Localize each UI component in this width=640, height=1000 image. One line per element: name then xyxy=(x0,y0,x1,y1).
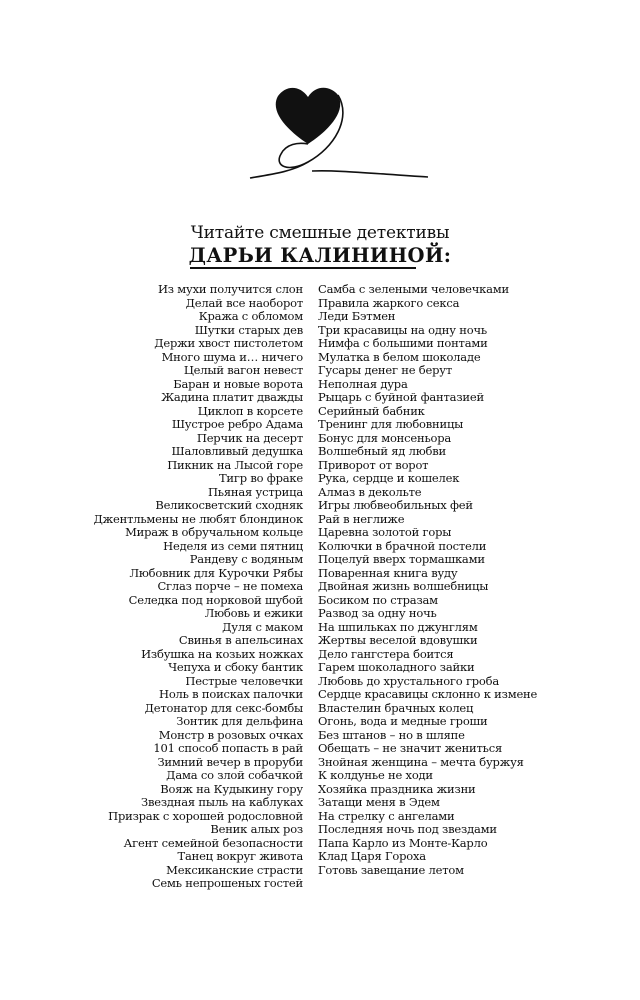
book-title: Из мухи получится слон xyxy=(157,282,303,296)
book-title: Босиком по стразам xyxy=(318,592,438,607)
book-title: Чепуха и сбоку бантик xyxy=(168,660,303,674)
book-title: Игры любвеобильных фей xyxy=(318,498,473,512)
book-title: Гарем шоколадного зайки xyxy=(318,660,475,674)
book-title: Баран и новые ворота xyxy=(173,376,303,391)
book-title: Много шума и… ничего xyxy=(161,349,303,364)
book-title: Властелин брачных колец xyxy=(318,700,474,715)
book-title: Неполная дура xyxy=(318,376,408,391)
book-title: Огонь, вода и медные гроши xyxy=(318,714,488,728)
book-title: На стрелку с ангелами xyxy=(318,808,455,823)
book-title: Алмаз в декольте xyxy=(318,484,422,499)
book-title: Мираж в обручальном кольце xyxy=(125,525,303,539)
book-title: Рыцарь с буйной фантазией xyxy=(318,390,484,404)
book-title: Рука, сердце и кошелек xyxy=(318,471,460,485)
book-title: Любовь и ежики xyxy=(204,606,303,620)
book-title: Дуля с маком xyxy=(222,619,303,634)
book-title: Семь непрошеных гостей xyxy=(151,876,303,890)
book-title: Мулатка в белом шоколаде xyxy=(318,349,481,364)
book-title: Монстр в розовых очках xyxy=(158,727,303,742)
book-title: Кража с обломом xyxy=(198,309,303,323)
book-title: Поцелуй вверх тормашками xyxy=(318,552,485,566)
book-title: Неделя из семи пятниц xyxy=(163,538,303,553)
book-title: Правила жаркого секса xyxy=(318,295,460,310)
book-title: Папа Карло из Монте-Карло xyxy=(318,835,488,850)
book-title: Шаловливый дедушка xyxy=(171,444,303,458)
book-title: Шутки старых дев xyxy=(194,322,303,337)
book-title: Знойная женщина – мечта буржуя xyxy=(318,754,524,769)
book-title: Готовь завещание летом xyxy=(318,862,464,877)
book-title: Целый вагон невест xyxy=(183,363,303,377)
book-title: Мексиканские страсти xyxy=(166,862,303,877)
book-title: Пьяная устрица xyxy=(207,484,303,499)
book-title: Дама со злой собачкой xyxy=(166,768,303,782)
titles-left-column xyxy=(93,283,303,891)
book-title: На шпильках по джунглям xyxy=(318,619,478,634)
book-title: Царевна золотой горы xyxy=(318,525,452,539)
book-title: Делай все наоборот xyxy=(185,295,303,310)
book-title: Сглаз порче – не помеха xyxy=(157,579,303,593)
book-title: Джентльмены не любят блондинок xyxy=(93,511,303,526)
book-title: Ноль в поисках палочки xyxy=(159,687,303,701)
book-title: К колдунье не ходи xyxy=(318,768,433,782)
book-title: Перчик на десерт xyxy=(196,430,303,445)
book-title: Хозяйка праздника жизни xyxy=(318,781,476,796)
book-title: Пикник на Лысой горе xyxy=(167,457,303,472)
book-title: Агент семейной безопасности xyxy=(123,835,303,850)
book-title: Приворот от ворот xyxy=(318,457,429,472)
header-line-1: Читайте смешные детективы xyxy=(190,223,450,243)
heart-logo-icon xyxy=(236,78,436,184)
book-title: Селедка под норковой шубой xyxy=(128,592,303,607)
book-title: Держи хвост пистолетом xyxy=(154,336,303,350)
book-title: Затащи меня в Эдем xyxy=(318,795,440,809)
book-title: Вояж на Кудыкину гору xyxy=(160,781,303,796)
book-title: Зонтик для дельфина xyxy=(176,714,303,728)
book-title: Любовник для Курочки Рябы xyxy=(129,565,303,580)
book-title: Нимфа с большими понтами xyxy=(318,336,488,350)
book-title: Рандеву с водяным xyxy=(189,552,303,566)
book-title: Танец вокруг живота xyxy=(177,849,303,863)
book-title: Двойная жизнь волшебницы xyxy=(318,579,489,593)
book-title: Сердце красавицы склонно к измене xyxy=(318,687,538,701)
book-title: Бонус для монсеньора xyxy=(318,430,452,445)
book-title: Веник алых роз xyxy=(210,822,303,836)
book-title: Призрак с хорошей родословной xyxy=(108,808,303,823)
book-title: Обещать – не значит жениться xyxy=(318,741,503,755)
book-title: Рай в неглиже xyxy=(318,511,405,526)
book-title: Поваренная книга вуду xyxy=(318,565,458,580)
book-title: 101 способ попасть в рай xyxy=(153,741,303,755)
book-title: Тренинг для любовницы xyxy=(318,417,464,431)
book-title: Шустрое ребро Адама xyxy=(171,417,303,431)
book-title: Зимний вечер в проруби xyxy=(157,754,303,769)
book-title: Клад Царя Гороха xyxy=(318,849,426,863)
book-title: Колючки в брачной постели xyxy=(318,538,487,553)
book-title: Жертвы веселой вдовушки xyxy=(318,633,478,647)
book-title: Серийный бабник xyxy=(318,403,425,418)
book-title: Свинья в апельсинах xyxy=(178,633,303,647)
titles-right-column xyxy=(318,283,537,877)
book-title: Самба с зелеными человечками xyxy=(318,282,509,296)
book-title: Без штанов – но в шляпе xyxy=(318,727,465,742)
book-title: Великосветский сходняк xyxy=(155,498,303,512)
book-title: Избушка на козьих ножках xyxy=(141,646,303,661)
book-title: Циклоп в корсете xyxy=(197,403,303,418)
book-title: Звездная пыль на каблуках xyxy=(140,795,303,809)
book-title: Три красавицы на одну ночь xyxy=(318,322,487,337)
header-divider xyxy=(190,267,416,269)
book-title: Гусары денег не берут xyxy=(318,363,453,377)
book-title: Детонатор для секс-бомбы xyxy=(144,700,303,715)
page-header xyxy=(0,223,640,268)
book-title: Тигр во фраке xyxy=(218,471,303,485)
book-title: Любовь до хрустального гроба xyxy=(318,673,500,688)
book-title: Жадина платит дважды xyxy=(161,390,303,404)
book-title: Леди Бэтмен xyxy=(318,309,396,323)
book-title: Развод за одну ночь xyxy=(318,606,437,620)
book-title: Волшебный яд любви xyxy=(318,444,447,458)
book-title: Пестрые человечки xyxy=(185,673,303,688)
book-title: Последняя ночь под звездами xyxy=(318,822,497,836)
author-name: ДАРЬИ КАЛИНИНОЙ: xyxy=(188,244,452,267)
book-title: Дело гангстера боится xyxy=(318,646,454,661)
